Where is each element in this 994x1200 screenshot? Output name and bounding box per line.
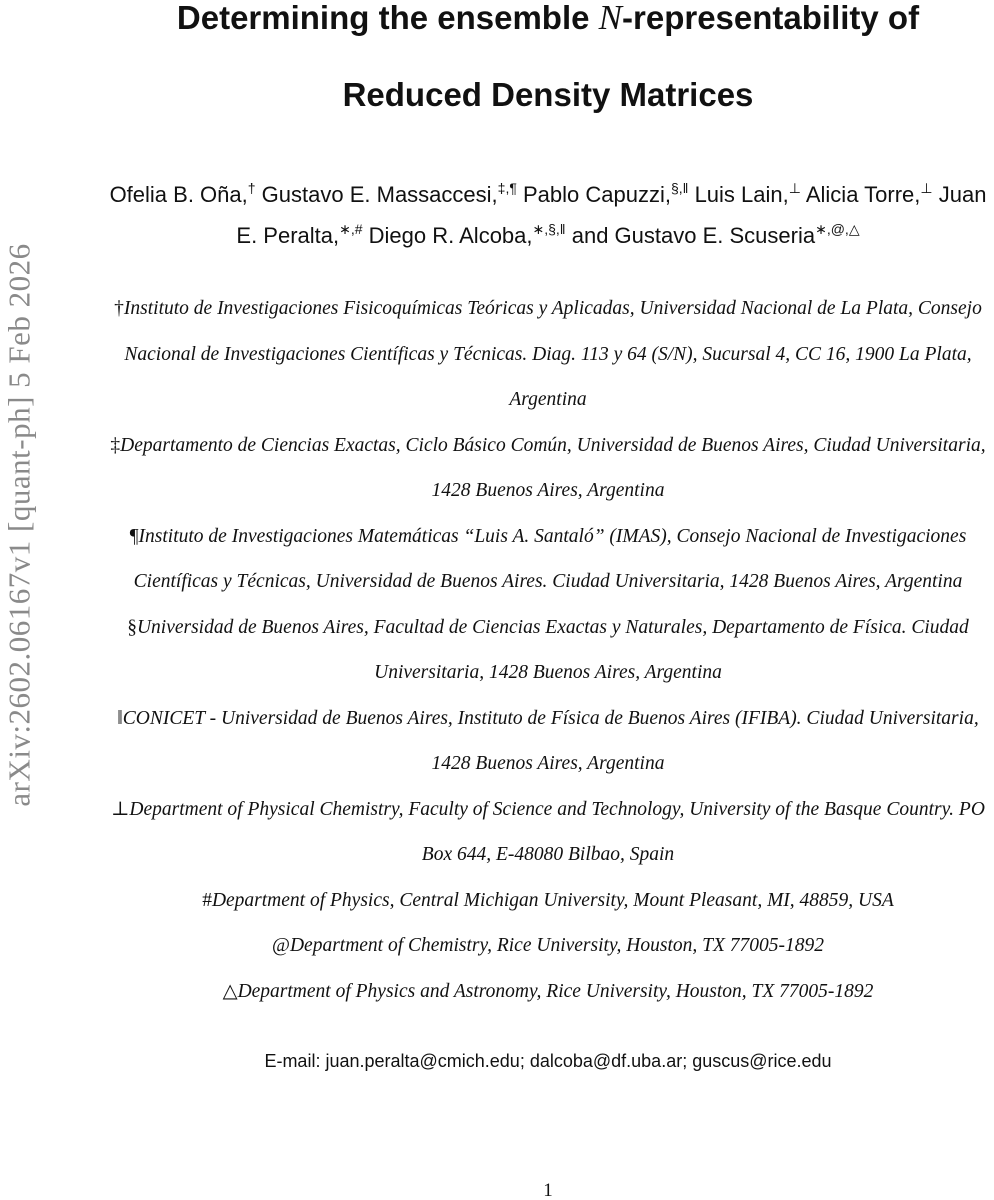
- affiliation: [100, 923, 994, 969]
- affiliation: [100, 696, 994, 787]
- author-name: Diego R. Alcoba,: [368, 223, 533, 248]
- affiliation-text: Department of Physics and Astronomy, Rice University, Houston, TX 77005-1892: [237, 980, 874, 1002]
- arxiv-stamp: [0, 180, 40, 870]
- affiliation-mark: △: [222, 980, 238, 1002]
- author-list: [100, 174, 994, 256]
- title-part2: -representability of: [622, 0, 920, 36]
- author-name: Alicia Torre,: [805, 182, 921, 207]
- title-part1: Determining the ensemble: [176, 0, 599, 36]
- email-line: E-mail: juan.peralta@cmich.edu; dalcoba@df.uba.ar; guscus@rice.edu: [264, 1051, 832, 1071]
- author-affiliation-marks: ⊥: [788, 180, 801, 196]
- author-affiliation-marks: ‡,¶: [497, 180, 517, 196]
- affiliation-text: Department of Chemistry, Rice University, Houston, TX 77005-1892: [289, 935, 824, 956]
- paper-page: [100, 0, 994, 1200]
- affiliation-text: Instituto de Investigaciones Matemáticas “Luis A. Santaló” (IMAS), Consejo Nacional de Investigaciones Científicas y Técnicas, Universidad de Buenos Aires. Ciudad Universitaria, 1428 Buenos Aires, Argentina: [133, 525, 967, 592]
- author-affiliation-marks: ∗,@,△: [815, 221, 860, 237]
- affiliation: [100, 878, 994, 924]
- affiliation-mark: ⊥: [111, 798, 130, 820]
- affiliation: [100, 605, 994, 696]
- paper-title: [100, 0, 994, 133]
- author-name: Pablo Capuzzi,: [522, 182, 671, 207]
- affiliation: [100, 969, 994, 1015]
- author-name: Luis Lain,: [694, 182, 789, 207]
- author-affiliation-marks: ∗,#: [339, 221, 363, 237]
- affiliation-text: Instituto de Investigaciones Fisicoquímicas Teóricas y Aplicadas, Universidad Nacional de La Plata, Consejo Nacional de Investigaciones Científicas y Técnicas. Diag. 113 y 64 (S/N), Sucursal 4, CC 16, 1900 La Plata, Argentina: [123, 298, 982, 410]
- author-affiliation-marks: ∗,§,‖: [532, 221, 566, 237]
- affiliation-text: Department of Physics, Central Michigan University, Mount Pleasant, MI, 48859, USA: [211, 889, 894, 911]
- affiliation-mark: ‖: [117, 707, 123, 729]
- author-affiliation-marks: ⊥: [920, 180, 933, 196]
- author-name: Gustavo E. Massaccesi,: [261, 182, 498, 207]
- affiliation: [100, 423, 994, 514]
- affiliation-text: CONICET - Universidad de Buenos Aires, Instituto de Física de Buenos Aires (IFIBA). Ciudad Universitaria, 1428 Buenos Aires, Argentina: [122, 707, 979, 774]
- affiliation-text: Universidad de Buenos Aires, Facultad de Ciencias Exactas y Naturales, Departamento de Física. Ciudad Universitaria, 1428 Buenos Aires, Argentina: [136, 616, 969, 683]
- title-math-symbol: N: [598, 0, 623, 37]
- affiliation-mark: §: [127, 616, 137, 638]
- author-affiliation-marks: †: [247, 180, 256, 196]
- affiliation-mark: ‡: [110, 434, 121, 456]
- author-name: Juan E. Peralta,: [236, 182, 987, 248]
- arxiv-id: arXiv:2602.06167v1 [quant-ph] 5 Feb 2026: [2, 243, 38, 807]
- author-affiliation-marks: §,‖: [670, 180, 689, 196]
- affiliation-mark: #: [202, 889, 212, 911]
- author-name: and Gustavo E. Scuseria: [571, 223, 816, 248]
- affiliation-text: Department of Physical Chemistry, Faculty of Science and Technology, University of the Basque Country. PO Box 644, E-48080 Bilbao, Spain: [129, 798, 985, 865]
- affiliation-mark: †: [114, 298, 124, 319]
- author-name: Ofelia B. Oña,: [109, 182, 248, 207]
- affiliation: [100, 787, 994, 878]
- affiliation-mark: @: [271, 935, 290, 956]
- affiliation-text: Departamento de Ciencias Exactas, Ciclo Básico Común, Universidad de Buenos Aires, Ciudad Universitaria, 1428 Buenos Aires, Argentina: [120, 434, 986, 501]
- page-number: 1: [543, 1180, 553, 1200]
- affiliation-mark: ¶: [129, 525, 139, 547]
- affiliation: [100, 286, 994, 423]
- affiliation-list: [100, 286, 994, 1014]
- affiliation: [100, 514, 994, 605]
- title-line2: Reduced Density Matrices: [342, 76, 754, 113]
